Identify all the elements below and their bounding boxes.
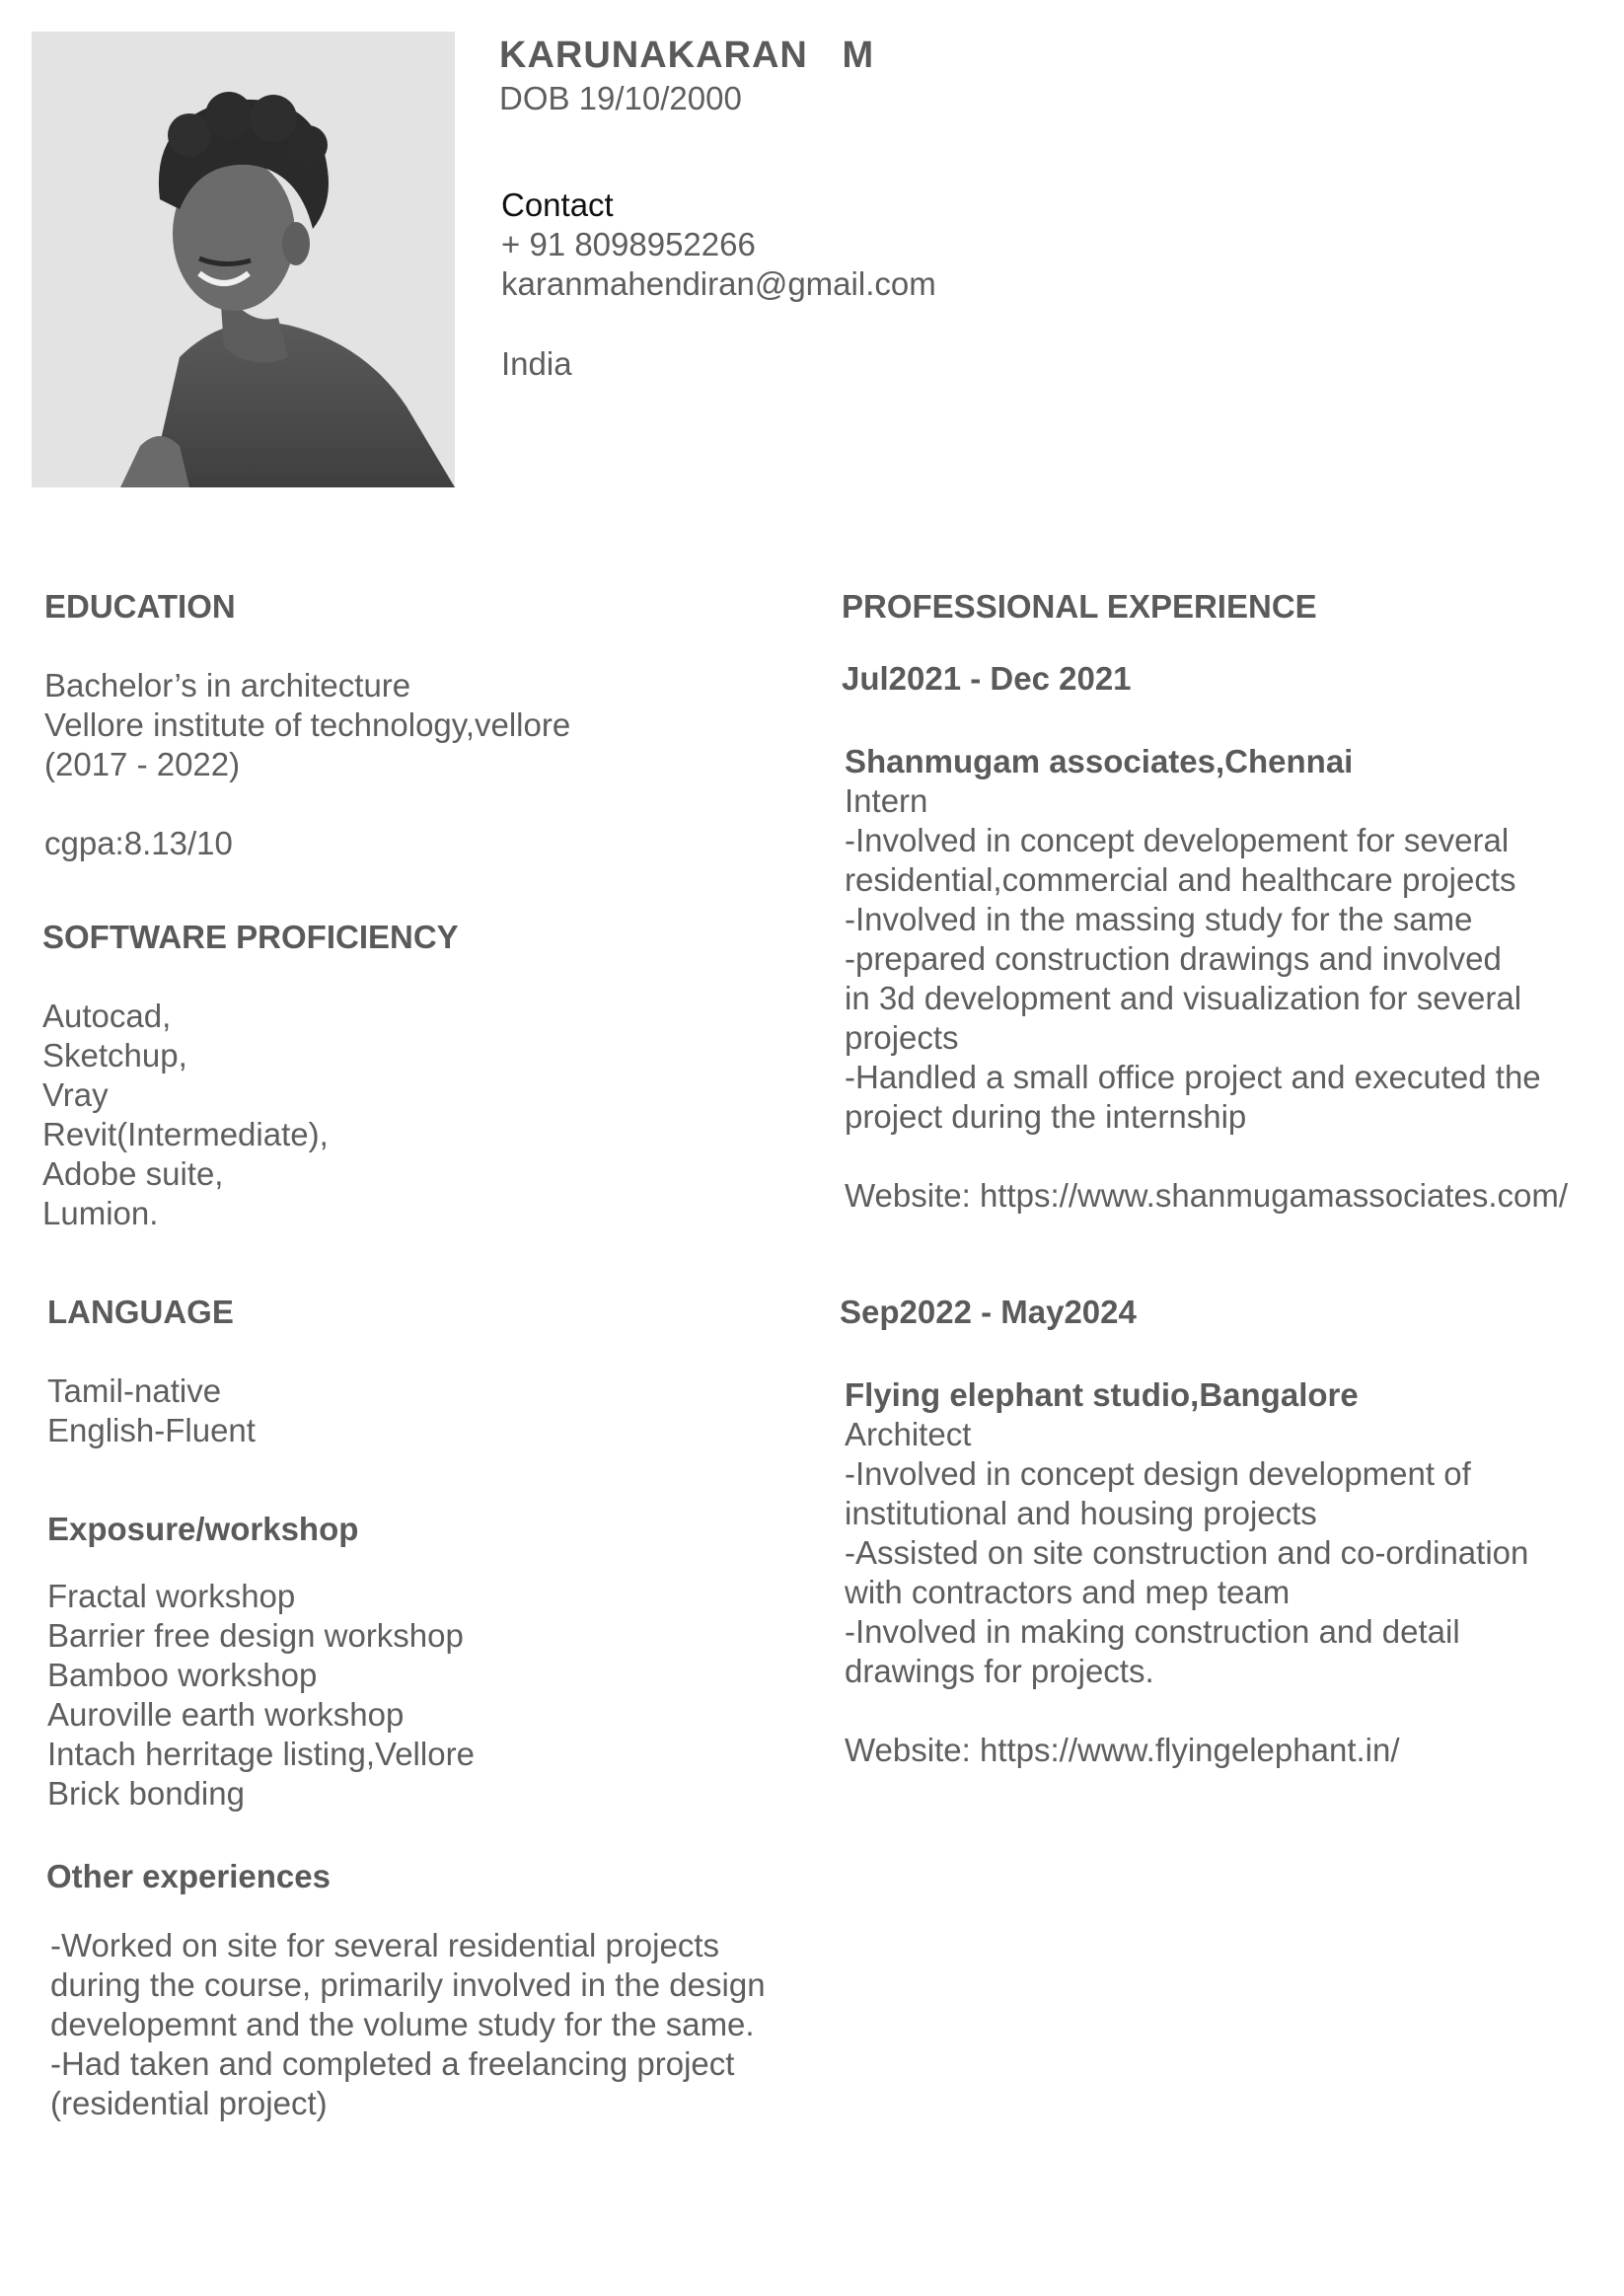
text-line: projects (845, 1019, 959, 1056)
job-company: Flying elephant studio,Bangalore (845, 1376, 1359, 1413)
list-item: Adobe suite, (42, 1155, 224, 1192)
contact-label: Contact (501, 186, 614, 223)
list-item: English-Fluent (47, 1412, 256, 1448)
email-address: karanmahendiran@gmail.com (501, 265, 936, 302)
text-line: -prepared construction drawings and involved (845, 940, 1502, 977)
text-line: project during the internship (845, 1098, 1247, 1135)
software-heading: SOFTWARE PROFICIENCY (42, 919, 459, 955)
education-cgpa: cgpa:8.13/10 (44, 825, 233, 861)
list-item: Vray (42, 1076, 109, 1113)
date-of-birth: DOB 19/10/2000 (499, 80, 742, 116)
job-details (845, 1415, 1528, 1770)
text-line: in 3d development and visualization for several (845, 980, 1522, 1016)
job-period: Sep2022 - May2024 (840, 1294, 1137, 1330)
country: India (501, 345, 572, 382)
candidate-name: KARUNAKARAN M (499, 35, 875, 76)
text-line: -Involved in the massing study for the same (845, 901, 1473, 937)
exposure-list (47, 1577, 475, 1814)
other-experiences-text (50, 1926, 766, 2123)
text-line: drawings for projects. (845, 1653, 1154, 1689)
list-item: Intach herritage listing,Vellore (47, 1736, 475, 1772)
list-item: Barrier free design workshop (47, 1617, 464, 1654)
exposure-heading: Exposure/workshop (47, 1511, 359, 1547)
list-item: Lumion. (42, 1195, 159, 1231)
list-item: Brick bonding (47, 1775, 245, 1812)
job-website: Website: https://www.shanmugamassociates.com/ (845, 1177, 1569, 1214)
software-list (42, 997, 329, 1233)
list-item: Bamboo workshop (47, 1657, 318, 1693)
text-line: -Involved in concept design development of (845, 1455, 1471, 1492)
education-details (44, 666, 570, 863)
language-list (47, 1371, 256, 1450)
text-line: (residential project) (50, 2085, 328, 2121)
text-line: with contractors and mep team (845, 1574, 1291, 1610)
education-degree: Bachelor’s in architecture (44, 667, 411, 704)
text-line: residential,commercial and healthcare projects (845, 861, 1516, 898)
text-line: -Assisted on site construction and co-ordination (845, 1534, 1529, 1571)
list-item: Autocad, (42, 998, 172, 1034)
text-line: -Handled a small office project and executed the (845, 1059, 1541, 1095)
other-experiences-heading: Other experiences (46, 1858, 331, 1894)
job-website: Website: https://www.flyingelephant.in/ (845, 1732, 1400, 1768)
language-heading: LANGUAGE (47, 1294, 234, 1330)
education-heading: EDUCATION (44, 588, 236, 625)
list-item: Auroville earth workshop (47, 1696, 405, 1733)
profile-portrait-image (32, 32, 455, 487)
list-item: Sketchup, (42, 1037, 187, 1074)
experience-heading: PROFESSIONAL EXPERIENCE (842, 588, 1317, 625)
text-line: -Worked on site for several residential projects (50, 1927, 720, 1963)
list-item: Revit(Intermediate), (42, 1116, 329, 1152)
phone-number: + 91 8098952266 (501, 226, 756, 262)
text-line: -Had taken and completed a freelancing project (50, 2045, 735, 2082)
text-line: during the course, primarily involved in the design (50, 1966, 766, 2003)
list-item: Fractal workshop (47, 1578, 296, 1614)
job-period: Jul2021 - Dec 2021 (842, 660, 1132, 697)
education-institute: Vellore institute of technology,vellore (44, 706, 571, 743)
job-role: Architect (845, 1416, 972, 1452)
text-line: institutional and housing projects (845, 1495, 1317, 1531)
text-line: -Involved in making construction and detail (845, 1613, 1460, 1650)
education-years: (2017 - 2022) (44, 746, 241, 782)
list-item: Tamil-native (47, 1372, 222, 1409)
profile-photo (32, 32, 455, 487)
text-line: -Involved in concept developement for several (845, 822, 1510, 858)
text-line: developemnt and the volume study for the same. (50, 2006, 755, 2042)
job-details (845, 781, 1568, 1216)
job-company: Shanmugam associates,Chennai (845, 743, 1354, 779)
job-role: Intern (845, 782, 928, 819)
